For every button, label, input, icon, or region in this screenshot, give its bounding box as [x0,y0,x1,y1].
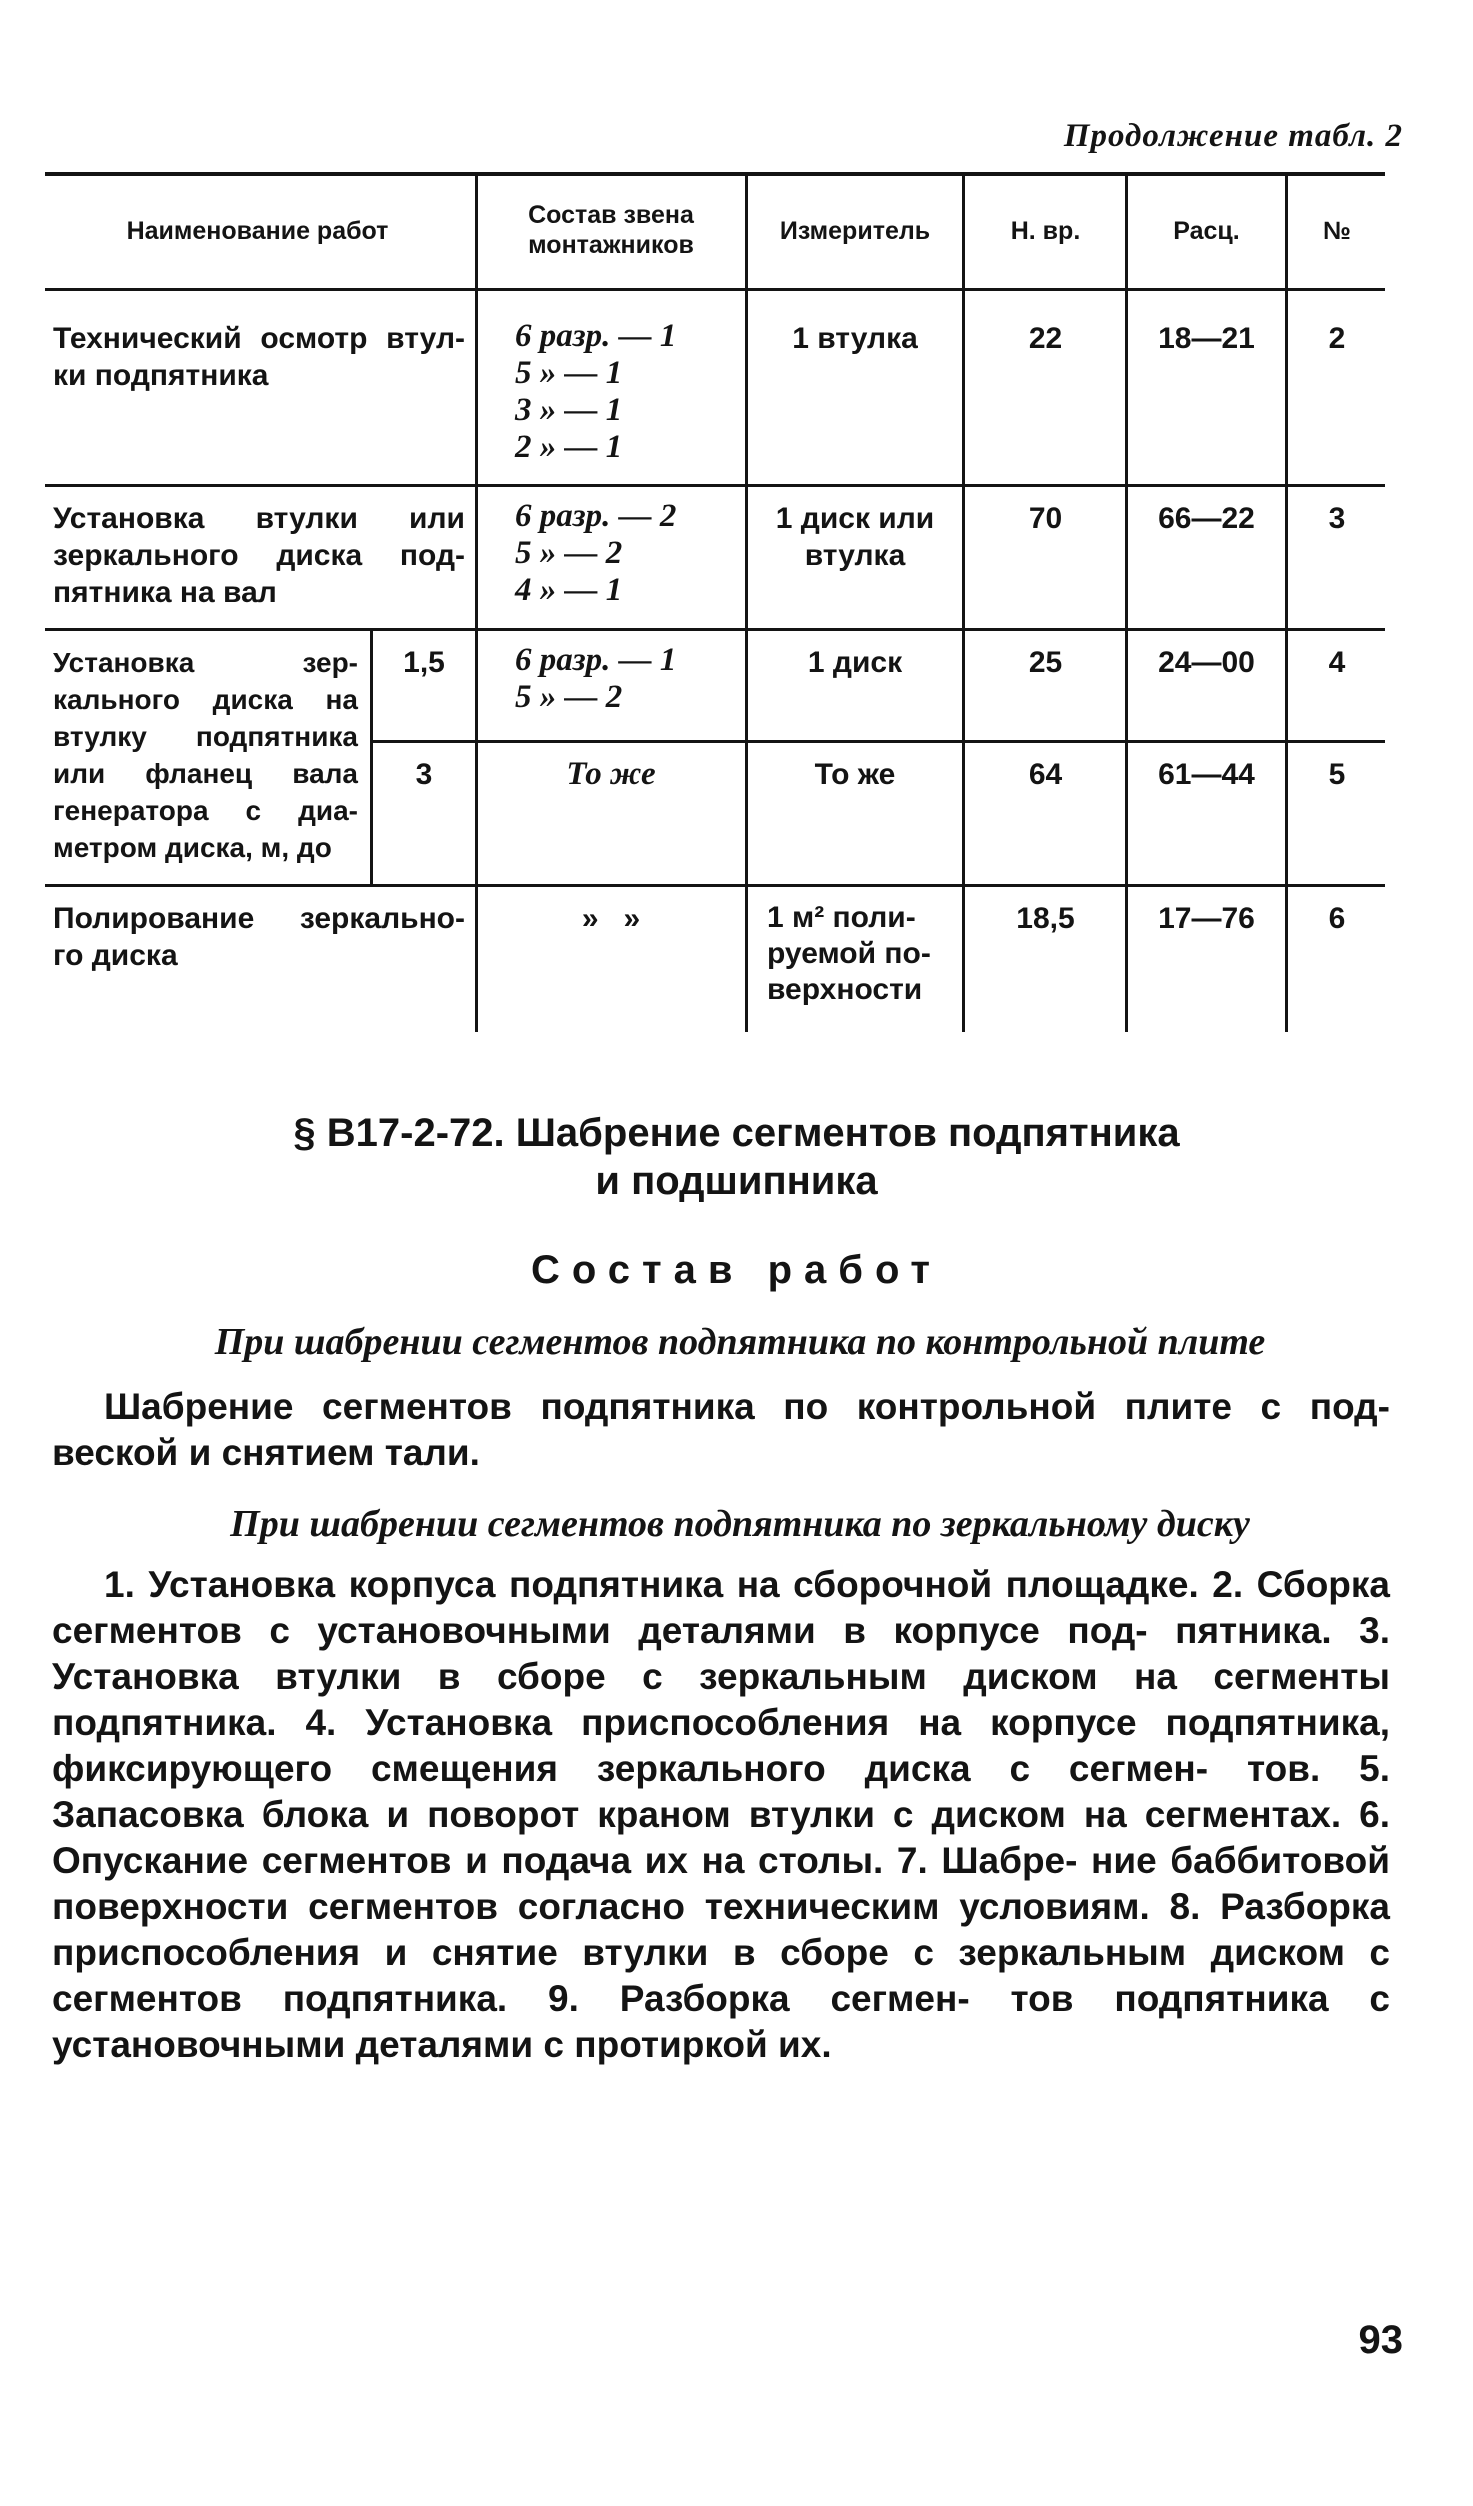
header-num: № [1323,217,1351,245]
row-unit: 1 диск [807,646,903,679]
crew-line: 4 » — 1 [515,572,623,608]
work-norms-table [45,172,1385,1032]
row-crew-text: » » [581,902,641,935]
row-rule [45,484,1385,487]
header-name: Наименование работ [126,217,389,245]
row-name: Технический осмотр втул- ки подпятника [53,322,465,392]
table-continuation-label: Продолжение табл. 2 [1063,118,1403,154]
header-crew: Состав звена монтажников [528,201,694,259]
row-norm: 25 [1028,646,1063,679]
crew-line: 5 » — 1 [515,355,623,391]
row-rate: 17—76 [1158,902,1255,935]
column-rule [1125,172,1128,1032]
crew-line: 5 » — 2 [515,679,623,715]
row-rate: 61—44 [1158,758,1255,791]
row-unit: 1 диск или втулка [775,502,935,572]
column-rule [962,172,965,1032]
row-crew-text: То же [566,756,656,792]
row-num: 4 [1328,646,1346,679]
header-bottom-rule [45,288,1385,291]
crew-line: 6 разр. — 2 [515,498,677,534]
row-norm: 64 [1028,758,1063,791]
table-top-rule [45,172,1385,176]
paragraph-control-plate: Шабрение сегментов подпятника по контрольной плите с под- веской и снятием тали. [52,1386,1390,1473]
row-num: 2 [1328,322,1346,355]
composition-heading: Состав работ [531,1248,942,1292]
row-norm: 18,5 [1016,902,1075,935]
diameter-value: 1,5 [403,646,445,679]
row-num: 3 [1328,502,1346,535]
row-name: Установка зер- кального диска на втулку подпятника или фланец вала генератора с диа- метром диска, м, до [53,647,358,863]
row-unit: 1 м² поли- руемой по- верхности [767,901,931,1006]
diameter-value: 3 [415,758,433,791]
row-unit: 1 втулка [792,322,918,355]
row-num: 6 [1328,902,1346,935]
page-number: 93 [1358,2318,1403,2362]
column-rule [1285,172,1288,1032]
header-rate: Расц. [1173,217,1240,245]
section-title: § В17-2-72. Шабрение сегментов подпятника [293,1111,1180,1155]
paragraph-mirror-disk: 1. Установка корпуса подпятника на сборочной площадке. 2. Сборка сегментов с установочными деталями в корпусе под- пятника. 3. Установка втулки в сборе с зеркальным диском на сегменты подпятника. 4. Установка приспособления на корпусе подпятника, фиксирующего смещения зеркального диска с сегмен- тов. 5. Запасовка блока и поворот краном втулки с диском на сегментах. 6. Опускание сегментов и подача их на столы. 7. Шабре- ние баббитовой поверхности сегментов согласно техническим условиям. 8. Разборка приспособления и снятие втулки в сборе с зеркальным диском с сегментов подпятника. 9. Разборка сегмен- тов подпятника с установочными деталями с протиркой их. [52,1564,1390,2065]
crew-line: 2 » — 1 [515,429,623,465]
row-name: Полирование зеркально- го диска [53,902,465,972]
header-unit: Измеритель [779,217,931,245]
crew-line: 5 » — 2 [515,535,623,571]
row-norm: 70 [1028,502,1063,535]
subheading-control-plate: При шабрении сегментов подпятника по контрольной плите [214,1321,1266,1363]
header-norm: Н. вр. [1010,217,1081,245]
row-rule [45,884,1385,887]
crew-line: 3 » — 1 [515,392,623,428]
column-rule [370,628,373,884]
column-rule [745,172,748,1032]
row-norm: 22 [1028,322,1063,355]
row-rate: 18—21 [1158,322,1255,355]
row-rate: 24—00 [1158,646,1255,679]
column-rule [475,172,478,1032]
row-num: 5 [1328,758,1346,791]
crew-line: 6 разр. — 1 [515,318,677,354]
crew-line: 6 разр. — 1 [515,642,677,678]
row-name: Установка втулки или зеркального диска под- пятника на вал [53,502,465,609]
row-unit: То же [814,758,896,791]
row-rule [370,740,1385,743]
row-rate: 66—22 [1158,502,1255,535]
section-title-cont: и подшипника [595,1159,878,1203]
subheading-mirror-disk: При шабрении сегментов подпятника по зеркальному диску [230,1503,1250,1545]
row-rule [45,628,1385,631]
